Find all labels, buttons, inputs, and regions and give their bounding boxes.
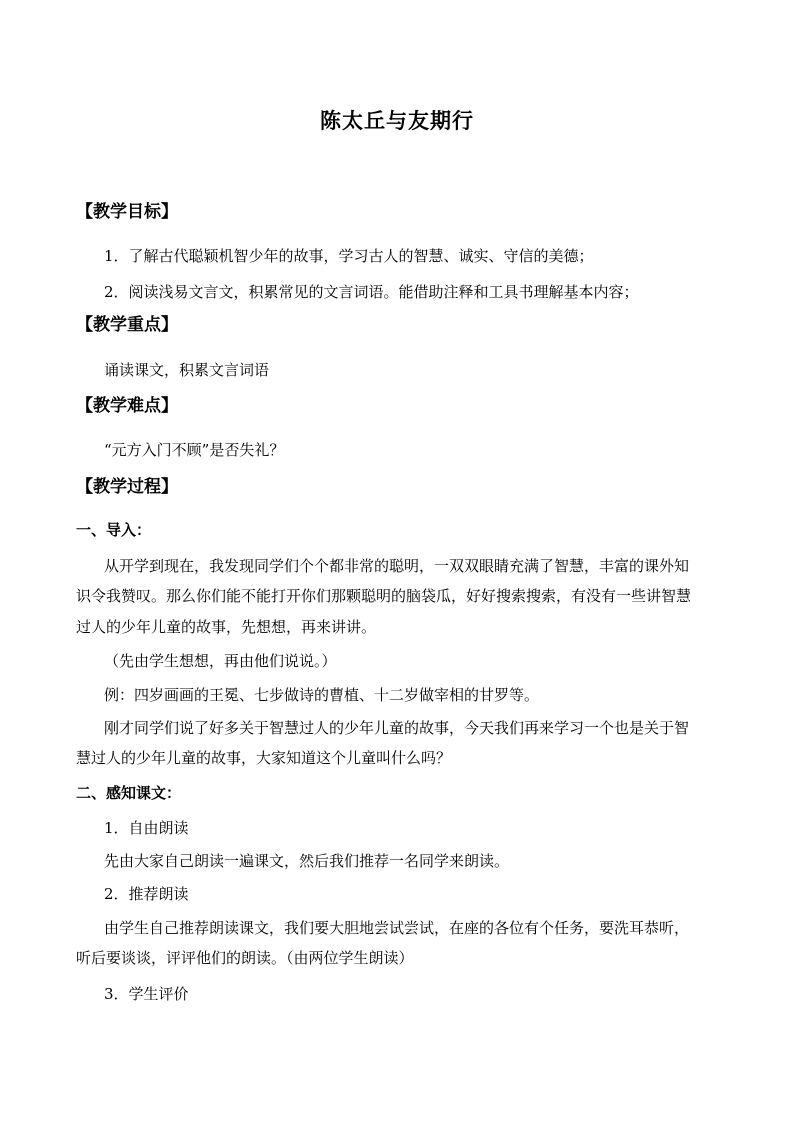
intro-paragraph-1-line-1: 从开学到现在，我发现同学们个个都非常的聪明，一双双眼睛充满了智慧，丰富的课外知	[104, 557, 690, 575]
heading-difficult-points: 【教学难点】	[76, 396, 178, 416]
intro-paragraph-4-line-1: 刚才同学们说了好多关于智慧过人的少年儿童的故事，今天我们再来学习一个也是关于智	[104, 719, 690, 737]
intro-paragraph-2: （先由学生想想，再由他们说说。）	[104, 652, 337, 670]
intro-paragraph-3: 例：四岁画画的王冕、七步做诗的曹植、十二岁做宰相的甘罗等。	[104, 686, 540, 704]
step-2-title: 2．推荐朗读	[104, 885, 189, 903]
goal-item-2: 2．阅读浅易文言文，积累常见的文言词语。能借助注释和工具书理解基本内容；	[104, 283, 639, 301]
step-2-text-line-2: 听后要谈谈，评评他们的朗读。（由两位学生朗读）	[76, 949, 414, 967]
document-title: 陈太丘与友期行	[320, 108, 474, 133]
heading-teaching-process: 【教学过程】	[76, 477, 178, 497]
step-2-text-line-1: 由学生自己推荐朗读课文，我们要大胆地尝试尝试，在座的各位有个任务，要洗耳恭听，	[104, 919, 690, 937]
subheading-introduction: 一、导入：	[76, 521, 152, 539]
subheading-perceive-text: 二、感知课文：	[76, 784, 182, 802]
step-1-title: 1．自由朗读	[104, 819, 189, 837]
step-1-text: 先由大家自己朗读一遍课文，然后我们推荐一名同学来朗读。	[104, 852, 510, 870]
goal-item-1: 1．了解古代聪颖机智少年的故事，学习古人的智慧、诚实、守信的美德；	[104, 247, 594, 265]
step-3-title: 3．学生评价	[104, 985, 189, 1003]
heading-teaching-goals: 【教学目标】	[76, 202, 178, 222]
intro-paragraph-4-line-2: 慧过人的少年儿童的故事，大家知道这个儿童叫什么吗？	[76, 749, 452, 767]
difficult-points-text: “元方入门不顾”是否失礼？	[104, 441, 285, 459]
intro-paragraph-1-line-2: 识令我赞叹。那么你们能不能打开你们那颗聪明的脑袋瓜，好好搜索搜索，有没有一些讲智慧	[76, 587, 692, 605]
key-points-text: 诵读课文，积累文言词语	[104, 361, 270, 379]
heading-key-points: 【教学重点】	[76, 315, 178, 335]
intro-paragraph-1-line-3: 过人的少年儿童的故事，先想想，再来讲讲。	[76, 618, 377, 636]
